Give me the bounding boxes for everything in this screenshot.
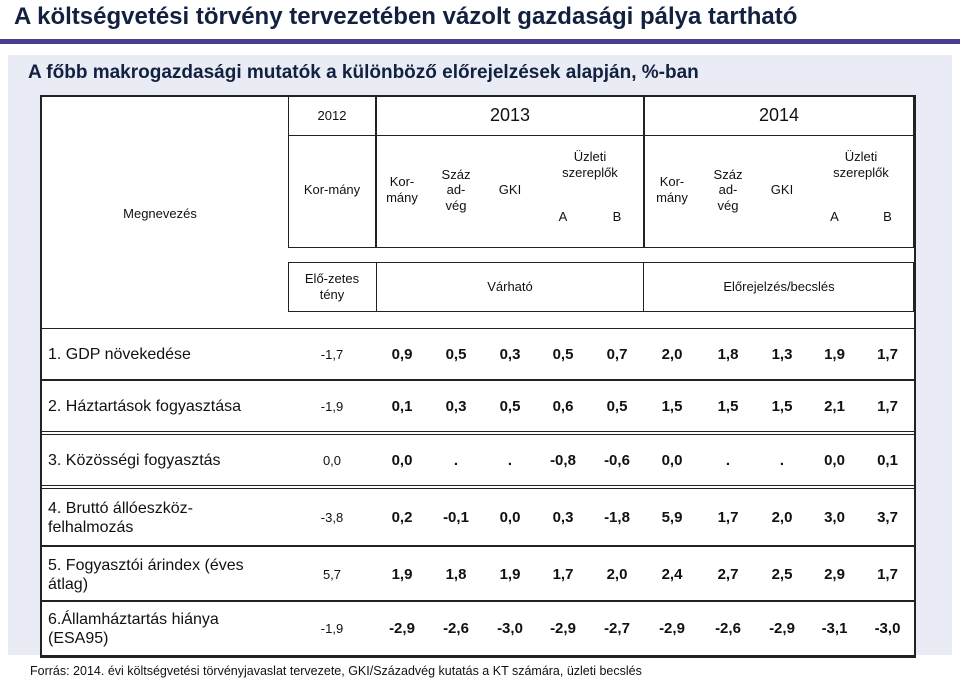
row-label: 4. Bruttó állóeszköz- felhalmozás — [48, 499, 193, 536]
value-cell: . — [725, 452, 731, 469]
title-underline — [0, 39, 960, 44]
value-cell: 1,8 — [445, 566, 467, 583]
table-subtitle: A főbb makrogazdasági mutatók a különböző előrejelzések alapján, %-ban — [28, 62, 699, 83]
value-cell: 0,0 — [661, 452, 683, 469]
status-varhato: Várható — [487, 279, 533, 295]
value-cell: 0,1 — [877, 452, 898, 469]
status-elozetes: Elő-zetes tény — [304, 271, 360, 302]
header-kormany-2012: Kor-mány — [303, 182, 361, 198]
value-cell: -1,8 — [604, 509, 630, 526]
value-cell: -0,6 — [604, 452, 630, 469]
header-a-2013: A — [558, 209, 568, 225]
header-b-2014: B — [883, 209, 892, 225]
header-uzleti-2014: Üzleti szereplők — [833, 149, 889, 180]
header-gki-2014: GKI — [770, 182, 794, 198]
header-a-2014: A — [830, 209, 839, 225]
value-cell: 2,0 — [661, 346, 683, 363]
value-cell: 3,7 — [877, 509, 898, 526]
value-cell: 0,5 — [606, 398, 628, 415]
value-cell: 2,0 — [606, 566, 628, 583]
value-cell: 1,7 — [877, 346, 898, 363]
header-megnevezes: Megnevezés — [123, 206, 197, 222]
header-gki-2013: GKI — [498, 182, 522, 198]
value-cell: 0,3 — [499, 346, 521, 363]
value-cell: 2,0 — [771, 509, 793, 526]
value-2012: -1,9 — [320, 399, 344, 415]
row-label: 6.Államháztartás hiánya (ESA95) — [48, 610, 219, 647]
header-kormany-2013: Kor- mány — [386, 174, 418, 205]
value-2012: -1,7 — [320, 347, 344, 363]
value-2012: -1,9 — [320, 621, 344, 637]
page-title: A költségvetési törvény tervezetében vázolt gazdasági pálya tartható — [14, 3, 798, 30]
value-cell: 2,9 — [824, 566, 845, 583]
value-2012: -3,8 — [320, 510, 344, 526]
value-cell: -0,8 — [550, 452, 576, 469]
value-cell: 1,7 — [877, 398, 898, 415]
row-label: 1. GDP növekedése — [48, 346, 191, 364]
value-cell: 2,4 — [661, 566, 683, 583]
header-b-2013: B — [612, 209, 622, 225]
value-cell: 1,9 — [499, 566, 521, 583]
value-cell: 0,3 — [552, 509, 574, 526]
status-elorejelzes: Előrejelzés/becslés — [723, 279, 835, 295]
value-cell: 1,5 — [661, 398, 683, 415]
value-cell: 0,5 — [445, 346, 467, 363]
value-2012: 0,0 — [322, 453, 342, 469]
source-note: Forrás: 2014. évi költségvetési törvényjavaslat tervezete, GKI/Századvég kutatás a KT számára, üzleti becslés — [30, 664, 642, 678]
header-uzleti-2013: Üzleti szereplők — [562, 149, 618, 180]
value-cell: -0,1 — [443, 509, 469, 526]
value-cell: 0,0 — [391, 452, 413, 469]
header-year-2014: 2014 — [758, 105, 800, 126]
value-cell: 0,1 — [391, 398, 413, 415]
value-cell: 0,5 — [499, 398, 521, 415]
value-cell: 1,5 — [717, 398, 739, 415]
row-label: 3. Közösségi fogyasztás — [48, 452, 221, 470]
value-cell: 0,7 — [606, 346, 628, 363]
header-kormany-2014: Kor- mány — [656, 174, 688, 205]
row-label: 2. Háztartások fogyasztása — [48, 398, 241, 416]
value-cell: 0,6 — [552, 398, 574, 415]
value-cell: . — [507, 452, 513, 469]
header-szazadveg-2014: Száz ad- vég — [713, 166, 743, 213]
value-cell: 1,3 — [771, 346, 793, 363]
value-cell: 0,3 — [445, 398, 467, 415]
value-cell: -2,6 — [443, 620, 469, 637]
value-cell: 5,9 — [661, 509, 683, 526]
value-cell: 2,1 — [824, 398, 845, 415]
value-cell: -2,9 — [550, 620, 576, 637]
row-label: 5. Fogyasztói árindex (éves átlag) — [48, 556, 244, 593]
value-cell: 3,0 — [824, 509, 845, 526]
value-cell: . — [453, 452, 459, 469]
value-cell: 0,0 — [499, 509, 521, 526]
value-2012: 5,7 — [322, 567, 342, 583]
header-year-2013: 2013 — [489, 105, 531, 126]
value-cell: -2,9 — [389, 620, 415, 637]
value-cell: 0,9 — [391, 346, 413, 363]
value-cell: 1,9 — [391, 566, 413, 583]
value-cell: 2,5 — [771, 566, 793, 583]
header-szazadveg-2013: Száz ad- vég — [441, 166, 471, 213]
value-cell: -3,0 — [497, 620, 523, 637]
value-cell: 1,7 — [552, 566, 574, 583]
value-cell: -3,0 — [874, 620, 901, 637]
value-cell: 0,5 — [552, 346, 574, 363]
value-cell: -2,7 — [604, 620, 630, 637]
value-cell: . — [779, 452, 785, 469]
value-cell: 0,2 — [391, 509, 413, 526]
value-cell: 1,7 — [877, 566, 898, 583]
value-cell: 1,7 — [717, 509, 739, 526]
value-cell: -2,6 — [715, 620, 741, 637]
header-year-2012: 2012 — [317, 108, 347, 124]
value-cell: 2,7 — [717, 566, 739, 583]
value-cell: 1,8 — [717, 346, 739, 363]
value-cell: 1,5 — [771, 398, 793, 415]
value-cell: -2,9 — [769, 620, 795, 637]
value-cell: -2,9 — [659, 620, 685, 637]
value-cell: 1,9 — [824, 346, 845, 363]
value-cell: 0,0 — [824, 452, 845, 469]
value-cell: -3,1 — [821, 620, 848, 637]
